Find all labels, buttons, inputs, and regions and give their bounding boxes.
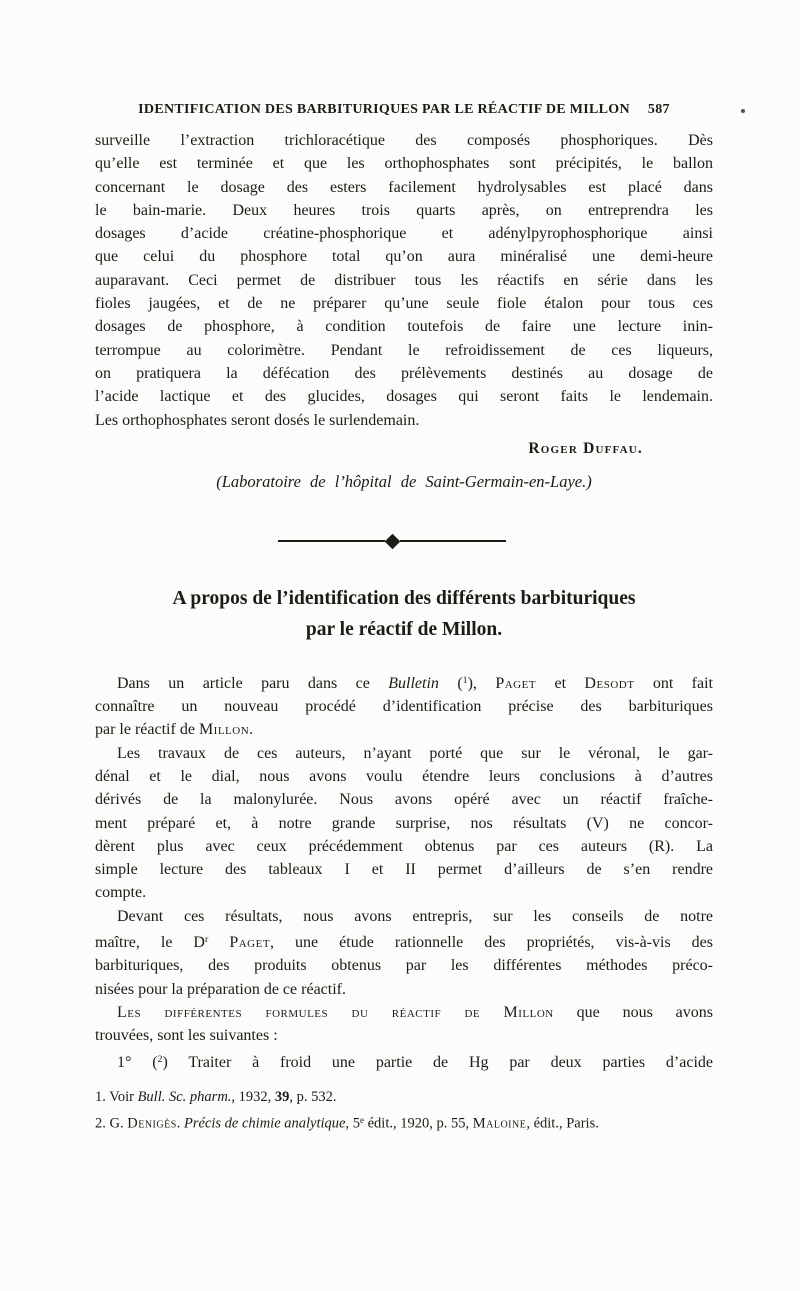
text-segment: l’acide lactique et des glucides, dosages qui seront faits le lendemain. [95,388,713,406]
divider-line-left [278,540,385,542]
text-line [95,978,713,1001]
text-segment: 1. Voir [95,1088,138,1105]
text-line [95,812,713,835]
text-line [95,928,713,954]
text-line [95,409,713,432]
text-segment: 39 [274,1088,290,1105]
text-line [95,718,713,741]
text-segment: . [249,721,254,739]
text-segment [208,934,229,951]
text-segment: Denigès [127,1115,177,1132]
text-segment: concernant le dosage des esters facilement hydrolysables est placé dans [95,178,713,196]
text-segment: , 5 [345,1115,360,1132]
text-segment: nisées pour la préparation de ce réactif. [95,980,346,998]
text-segment: dosages d’acide créatine-phosphorique et adénylpyrophosphorique ainsi [95,225,713,243]
text-segment: dèrent plus avec ceux précédemment obtenus par ces auteurs (R). La [95,837,713,855]
text-segment: . [176,1115,185,1132]
text-segment: ont fait [634,674,713,692]
text-line [95,385,713,408]
text-line [95,222,713,245]
text-line [95,1001,713,1024]
text-segment: et [536,674,585,692]
text-segment: simple lecture des tableaux I et II permet d’ailleurs de s’en rendre [95,861,713,879]
text-line [95,199,713,222]
text-segment: barbituriques, des produits obtenus par les différentes méthodes préco- [95,957,713,975]
author-signature: Roger Duffau. [528,439,643,457]
footnote [95,1086,713,1109]
text-line [95,742,713,765]
text-line [95,245,713,268]
text-segment: ), [467,674,496,692]
text-segment: ) Traiter à froid une partie de Hg par deux parties d’acide [162,1053,714,1071]
text-segment: ment préparé et, à notre grande surprise, nos résultats (V) ne concor- [95,814,713,832]
text-line [95,152,713,175]
text-line [95,881,713,904]
text-segment: surveille l’extraction trichloracétique des composés phosphoriques. Dès [95,132,713,149]
text-segment: , 1932, [231,1088,275,1105]
continuation-paragraph [95,129,713,432]
text-segment: Dans un article paru dans ce [117,674,389,692]
text-segment: e [359,1114,364,1125]
text-line [95,788,713,811]
affiliation-line: (Laboratoire de l’hôpital de Saint-Germain-en-Laye.) [216,471,592,491]
text-line [95,858,713,881]
article-body [95,669,713,1074]
text-segment: ( [438,674,463,692]
text-segment: , une étude rationnelle des propriétés, vis-à-vis des [270,934,713,952]
article-title-line-2: par le réactif de Millon. [305,618,503,640]
section-divider [278,536,506,547]
text-segment: r [204,934,209,946]
text-segment: que celui du phosphore total qu’on aura minéralisé une demi-heure [95,248,713,266]
text-line [95,835,713,858]
article-title [95,583,713,645]
text-line [95,954,713,977]
text-segment: Paget [229,934,271,952]
text-segment: 2 [157,1053,163,1065]
page-header [95,0,713,118]
text-segment: Millon [198,721,250,739]
text-line [95,1024,713,1047]
text-segment: le bain-marie. Deux heures trois quarts après, on entreprendra les [95,201,713,219]
text-segment: que nous avons [553,1003,714,1021]
text-segment: Les travaux de ces auteurs, n’ayant porté que sur le véronal, le gar- [117,744,713,762]
text-line [95,669,713,695]
text-segment: auparavant. Ceci permet de distribuer tous les réactifs en série dans les [95,271,713,289]
text-segment: fioles jaugées, et de ne préparer qu’une seule fiole étalon pour tous ces [95,295,713,313]
text-segment: trouvées, sont les suivantes : [95,1027,278,1045]
text-segment: Bull. Sc. pharm. [137,1088,232,1105]
text-segment: compte. [95,884,147,902]
text-segment: Desodt [584,674,635,692]
text-line [95,905,713,928]
paragraph [95,742,713,905]
text-line [95,339,713,362]
ink-speck [741,109,745,113]
text-segment: Les orthophosphates seront dosés le surlendemain. [95,411,420,429]
text-segment: 1 [462,674,468,686]
text-line [95,765,713,788]
text-segment: dénal et le dial, nous avons voulu étendre leurs conclusions à d’autres [95,768,713,785]
divider-line-right [400,540,507,542]
running-title: IDENTIFICATION DES BARBITURIQUES PAR LE RÉACTIF DE MILLON [138,102,630,117]
text-segment: terrompue au colorimètre. Pendant le refroidissement de ces liqueurs, [95,341,713,359]
text-segment: , p. 532. [289,1088,337,1105]
text-line [95,269,713,292]
page-number: 587 [647,102,670,117]
text-segment: par le réactif de [95,721,199,739]
paragraph [95,905,713,1001]
text-segment: connaître un nouveau procédé d’identification précise des barbituriques [95,698,713,716]
text-segment: qu’elle est terminée et que les orthophosphates sont précipités, le ballon [95,155,713,173]
text-segment: Précis de chimie analytique [184,1115,346,1132]
footnotes [95,1086,713,1135]
text-segment: 1° ( [117,1053,158,1071]
text-segment: dosages de phosphore, à condition toutefois de faire une lecture inin- [95,318,713,336]
text-segment: on pratiquera la défécation des prélèvements destinés au dosage de [95,364,713,382]
text-segment: édit., 1920, p. 55, [363,1115,473,1132]
footnote [95,1109,713,1135]
text-segment: Paget [495,674,537,692]
text-segment: dérivés de la malonylurée. Nous avons opéré avec un réactif fraîche- [95,791,713,809]
text-segment: 2. G. [95,1115,128,1132]
paragraph [95,1048,713,1074]
text-segment: maître, le D [95,934,205,952]
paragraph [95,1001,713,1048]
text-segment: Devant ces résultats, nous avons entrepris, sur les conseils de notre [117,907,713,925]
text-segment: Bulletin [388,674,439,692]
text-segment: Maloine [472,1115,527,1132]
text-segment: Les différentes formules du réactif de Millon [117,1003,554,1021]
article-title-line-1: A propos de l’identification des différents barbituriques [172,587,636,609]
text-line [95,129,713,152]
paragraph [95,669,713,742]
text-line [95,315,713,338]
text-line [95,362,713,385]
text-line [95,695,713,718]
divider-diamond-icon [384,534,400,550]
text-line [95,176,713,199]
divider-row [95,536,713,547]
text-line [95,1048,713,1074]
text-segment: , édit., Paris. [526,1115,599,1132]
text-line [95,292,713,315]
